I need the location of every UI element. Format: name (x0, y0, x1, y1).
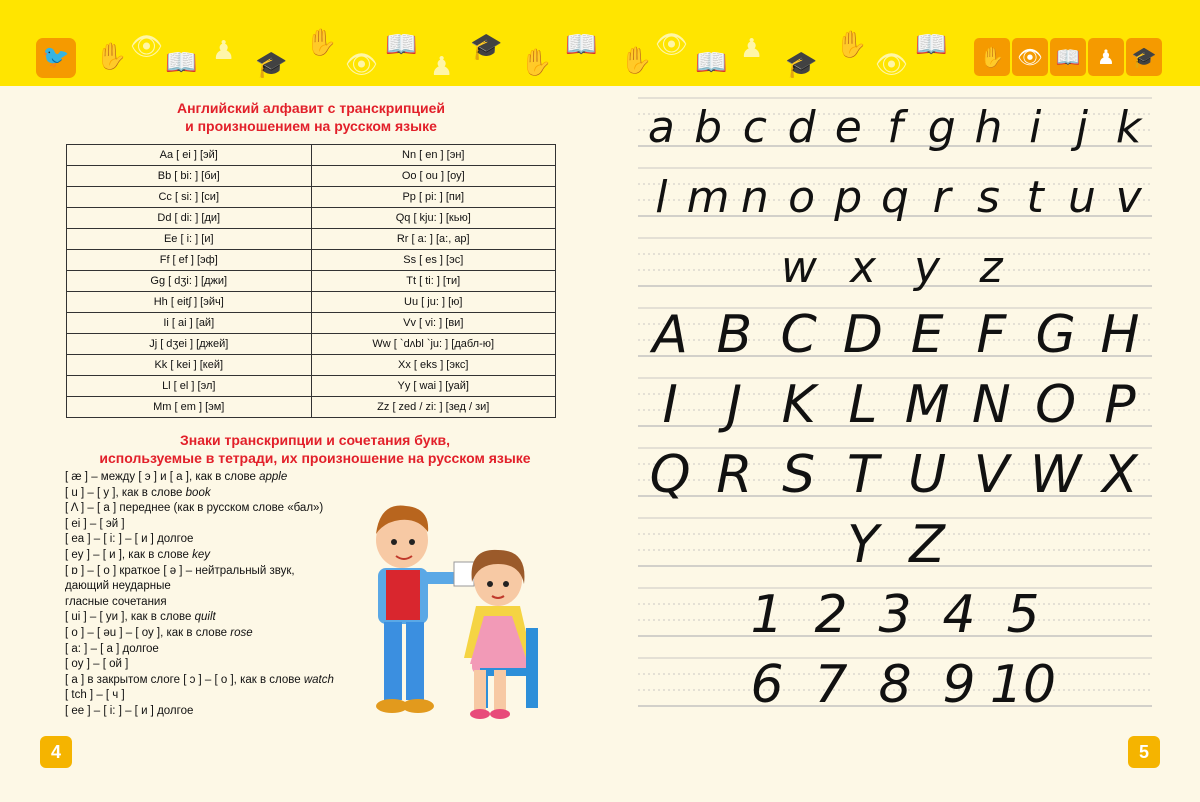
alphabet-cell: Ee [ i: ] [и] (67, 229, 312, 250)
table-row (67, 376, 556, 397)
copybook-glyph: 5 (1006, 585, 1040, 645)
book-icon: 📖 (1050, 38, 1086, 76)
list-item-text: [ oy ] – [ ой ] (65, 658, 129, 671)
copybook-glyph: Z (909, 515, 945, 575)
list-item (65, 564, 375, 580)
alphabet-cell: Ll [ el ] [эл] (67, 376, 312, 397)
example-word: book (185, 486, 211, 499)
alphabet-cell: Hh [ eitʃ ] [эйч] (67, 292, 312, 313)
copybook-glyph: 1 (750, 585, 784, 645)
table-row (67, 250, 556, 271)
example-word: watch (303, 673, 334, 686)
eye-icon: 👁 (875, 50, 909, 80)
list-item-text: [ a ] в закрытом слоге [ ɔ ] – [ о ], как в слове (65, 673, 304, 686)
graduation-cap-icon: 🎓 (255, 50, 288, 80)
eye-icon: 👁 (345, 50, 379, 80)
copybook-glyph: x (849, 242, 877, 293)
table-row (67, 271, 556, 292)
copybook-glyph: K (781, 375, 816, 435)
table-row (67, 313, 556, 334)
copybook-glyph: X (1102, 445, 1138, 505)
copybook-practice-sheet (638, 92, 1152, 722)
copybook-glyph: B (716, 305, 753, 365)
copybook-glyph: C (780, 305, 817, 365)
copybook-glyph: F (976, 305, 1007, 365)
copybook-glyph: u (1067, 172, 1096, 223)
list-item (65, 548, 375, 564)
copybook-glyph: z (979, 242, 1003, 293)
hand-icon: ✋ (620, 46, 653, 76)
alphabet-heading (66, 99, 556, 135)
alphabet-cell: Gg [ dʒi: ] [джи] (67, 271, 312, 292)
copybook-glyph: m (686, 172, 730, 223)
list-item (65, 501, 375, 517)
alphabet-heading-line1: Английский алфавит с транскрипцией (176, 100, 446, 116)
transcription-notes (65, 470, 375, 720)
list-item-text: [ ɒ ] – [ о ] краткое [ ə ] – нейтральный звук, (65, 564, 295, 577)
copybook-glyph: 6 (750, 655, 784, 715)
hand-icon: ✋ (974, 38, 1010, 76)
copybook-glyph: v (1115, 172, 1142, 223)
list-item (65, 579, 375, 595)
copybook-glyph: g (927, 102, 956, 153)
alphabet-cell: Tt [ ti: ] [ти] (311, 271, 556, 292)
copybook-glyph: e (834, 102, 862, 153)
copybook-glyph: t (1026, 172, 1044, 223)
hand-icon: ✋ (520, 48, 553, 78)
list-item (65, 673, 375, 689)
list-item (65, 626, 375, 642)
alphabet-cell: Kk [ kei ] [кей] (67, 355, 312, 376)
book-icon: 📖 (565, 30, 598, 60)
copybook-glyph: 2 (814, 585, 848, 645)
alphabet-cell: Rr [ a: ] [a:, ар] (311, 229, 556, 250)
copybook-row (638, 238, 1152, 293)
copybook-glyph: y (913, 242, 941, 293)
copybook-glyph: R (716, 445, 753, 505)
table-row (67, 187, 556, 208)
alphabet-cell: Uu [ ju: ] [ю] (311, 292, 556, 313)
alphabet-cell: Ss [ es ] [эс] (311, 250, 556, 271)
list-item (65, 532, 375, 548)
list-item (65, 595, 375, 611)
copybook-glyph: q (881, 172, 909, 223)
copybook-row (638, 168, 1152, 223)
pupil-icon: ♟ (740, 34, 764, 64)
list-item-text: [ Λ ] – [ а ] переднее (как в русском слове «бал») (65, 502, 324, 515)
table-row (67, 334, 556, 355)
copybook-row (638, 515, 1152, 575)
alphabet-cell: Oo [ ou ] [оу] (311, 166, 556, 187)
copybook-glyph: s (976, 172, 1000, 223)
pupil-icon: ♟ (212, 36, 236, 66)
copybook-glyph: G (1035, 305, 1076, 365)
copybook-glyph: V (973, 445, 1010, 505)
graduation-cap-icon: 🎓 (470, 32, 503, 62)
transcription-heading-line2: используемые в тетради, их произношение на русском языке (99, 450, 531, 466)
copybook-glyph: 7 (814, 655, 848, 715)
table-row (67, 229, 556, 250)
alphabet-cell: Yy [ wai ] [уай] (311, 376, 556, 397)
copybook-glyph: P (1104, 375, 1136, 435)
alphabet-cell: Ii [ ai ] [ай] (67, 313, 312, 334)
alphabet-cell: Pp [ pi: ] [пи] (311, 187, 556, 208)
eye-icon: 👁 (655, 30, 689, 60)
copybook-glyph: D (842, 305, 883, 365)
table-row (67, 145, 556, 166)
copybook-row (638, 585, 1152, 645)
list-item (65, 610, 375, 626)
table-row (67, 355, 556, 376)
list-item-text: [ ee ] – [ i: ] – [ и ] долгое (65, 704, 194, 717)
copybook-glyph: 9 (942, 655, 976, 715)
header-bar (0, 0, 1200, 86)
list-item-text: [ æ ] – между [ э ] и [ а ], как в слове (65, 471, 260, 483)
list-item-text: [ ei ] – [ эй ] (65, 517, 125, 530)
copybook-glyph: W (1029, 445, 1082, 505)
copybook-glyph: O (1035, 375, 1077, 435)
list-item (65, 688, 375, 704)
copybook-row (638, 375, 1152, 435)
pupil-icon: ♟ (1088, 38, 1124, 76)
list-item-text: [ u ] – [ у ], как в слове (65, 486, 186, 499)
table-row (67, 208, 556, 229)
list-item (65, 517, 375, 533)
alphabet-cell: Dd [ di: ] [ди] (67, 208, 312, 229)
table-row (67, 397, 556, 418)
list-item (65, 642, 375, 658)
copybook-glyph: 3 (878, 585, 912, 645)
alphabet-cell: Mm [ em ] [эм] (67, 397, 312, 418)
copybook-glyph: N (971, 375, 1011, 435)
children-illustration (360, 498, 570, 724)
alphabet-cell: Zz [ zed / zi: ] [зед / зи] (311, 397, 556, 418)
list-item-text: [ o ] – [ əu ] – [ оу ], как в слове (65, 626, 231, 639)
copybook-row (638, 445, 1152, 505)
copybook-row (638, 305, 1152, 365)
list-item-text: гласные сочетания (65, 595, 167, 608)
list-item-text: [ ea ] – [ i: ] – [ и ] долгое (65, 533, 194, 546)
copybook-glyph: n (740, 172, 769, 223)
copybook-glyph: H (1100, 305, 1140, 365)
book-icon: 📖 (385, 30, 418, 60)
example-word: key (192, 548, 210, 561)
copybook-glyph: M (904, 375, 950, 435)
copybook-glyph: 10 (989, 655, 1057, 715)
alphabet-cell: Vv [ vi: ] [ви] (311, 313, 556, 334)
example-word: apple (259, 471, 288, 483)
copybook-glyph: i (1029, 102, 1042, 153)
graduation-cap-icon: 🎓 (1126, 38, 1162, 76)
copybook-glyph: j (1075, 102, 1089, 153)
copybook-glyph: J (726, 375, 743, 435)
alphabet-cell: Ww [ `dʌbl `ju: ] [дабл-ю] (311, 334, 556, 355)
copybook-glyph: p (834, 172, 863, 223)
example-word: rose (230, 626, 253, 639)
copybook-glyph: Q (649, 445, 691, 505)
copybook-glyph: w (781, 242, 817, 293)
table-row (67, 292, 556, 313)
alphabet-cell: Jj [ dʒei ] [джей] (67, 334, 312, 355)
alphabet-heading-line2: и произношением на русском языке (185, 118, 437, 134)
transcription-heading (70, 431, 560, 467)
hand-icon: ✋ (305, 28, 338, 58)
example-word: quilt (194, 611, 216, 624)
list-item (65, 486, 375, 502)
copybook-glyph: U (908, 445, 947, 505)
copybook-glyph: b (694, 102, 723, 153)
list-item-text: дающий неударные (65, 580, 171, 593)
icon-tiles (974, 38, 1162, 76)
copybook-glyph: d (787, 102, 816, 153)
copybook-glyph: A (652, 305, 688, 365)
bird-logo-icon: 🐦 (36, 38, 76, 78)
eye-icon: 👁 (1012, 38, 1048, 76)
copybook-glyph: L (848, 375, 878, 435)
copybook-glyph: k (1115, 102, 1142, 153)
alphabet-cell: Aa [ ei ] [эй] (67, 145, 312, 166)
list-item-text: [ ey ] – [ и ], как в слове (65, 548, 193, 561)
copybook-glyph: r (932, 172, 951, 223)
list-item-text: [ tch ] – [ ч ] (65, 689, 125, 702)
copybook-row (638, 98, 1152, 153)
copybook-glyph: I (662, 375, 678, 435)
list-item-text: [ a: ] – [ а ] долгое (65, 642, 159, 655)
alphabet-cell: Ff [ ef ] [эф] (67, 250, 312, 271)
list-item-text: [ ui ] – [ уи ], как в слове (65, 611, 195, 624)
alphabet-cell: Xx [ eks ] [экс] (311, 355, 556, 376)
copybook-glyph: o (788, 172, 816, 223)
page-number-left: 4 (40, 736, 72, 768)
copybook-glyph: 8 (878, 655, 912, 715)
hand-icon: ✋ (95, 42, 128, 72)
alphabet-table (66, 144, 556, 418)
copybook-glyph: a (647, 102, 675, 153)
list-item (65, 704, 375, 720)
pupil-icon: ♟ (430, 52, 454, 82)
copybook-glyph: h (974, 102, 1003, 153)
transcription-heading-line1: Знаки транскрипции и сочетания букв, (179, 432, 450, 448)
copybook-glyph: l (655, 172, 668, 223)
copybook-glyph: c (742, 102, 767, 153)
alphabet-cell: Cc [ si: ] [си] (67, 187, 312, 208)
table-row (67, 166, 556, 187)
copybook-glyph: S (782, 445, 816, 505)
list-item (65, 657, 375, 673)
book-icon: 📖 (695, 48, 728, 78)
graduation-cap-icon: 🎓 (785, 50, 818, 80)
copybook-row (638, 655, 1152, 715)
book-icon: 📖 (915, 30, 948, 60)
book-icon: 📖 (165, 48, 198, 78)
alphabet-cell: Nn [ en ] [эн] (311, 145, 556, 166)
copybook-glyph: T (846, 445, 879, 505)
page-number-right: 5 (1128, 736, 1160, 768)
copybook-glyph: f (887, 102, 903, 153)
copybook-glyph: Y (847, 515, 879, 575)
eye-icon: 👁 (130, 32, 164, 62)
alphabet-cell: Bb [ bi: ] [би] (67, 166, 312, 187)
copybook-glyph: E (910, 305, 944, 365)
hand-icon: ✋ (835, 30, 868, 60)
copybook-glyph: 4 (942, 585, 976, 645)
list-item (65, 470, 375, 486)
alphabet-cell: Qq [ kju: ] [кью] (311, 208, 556, 229)
